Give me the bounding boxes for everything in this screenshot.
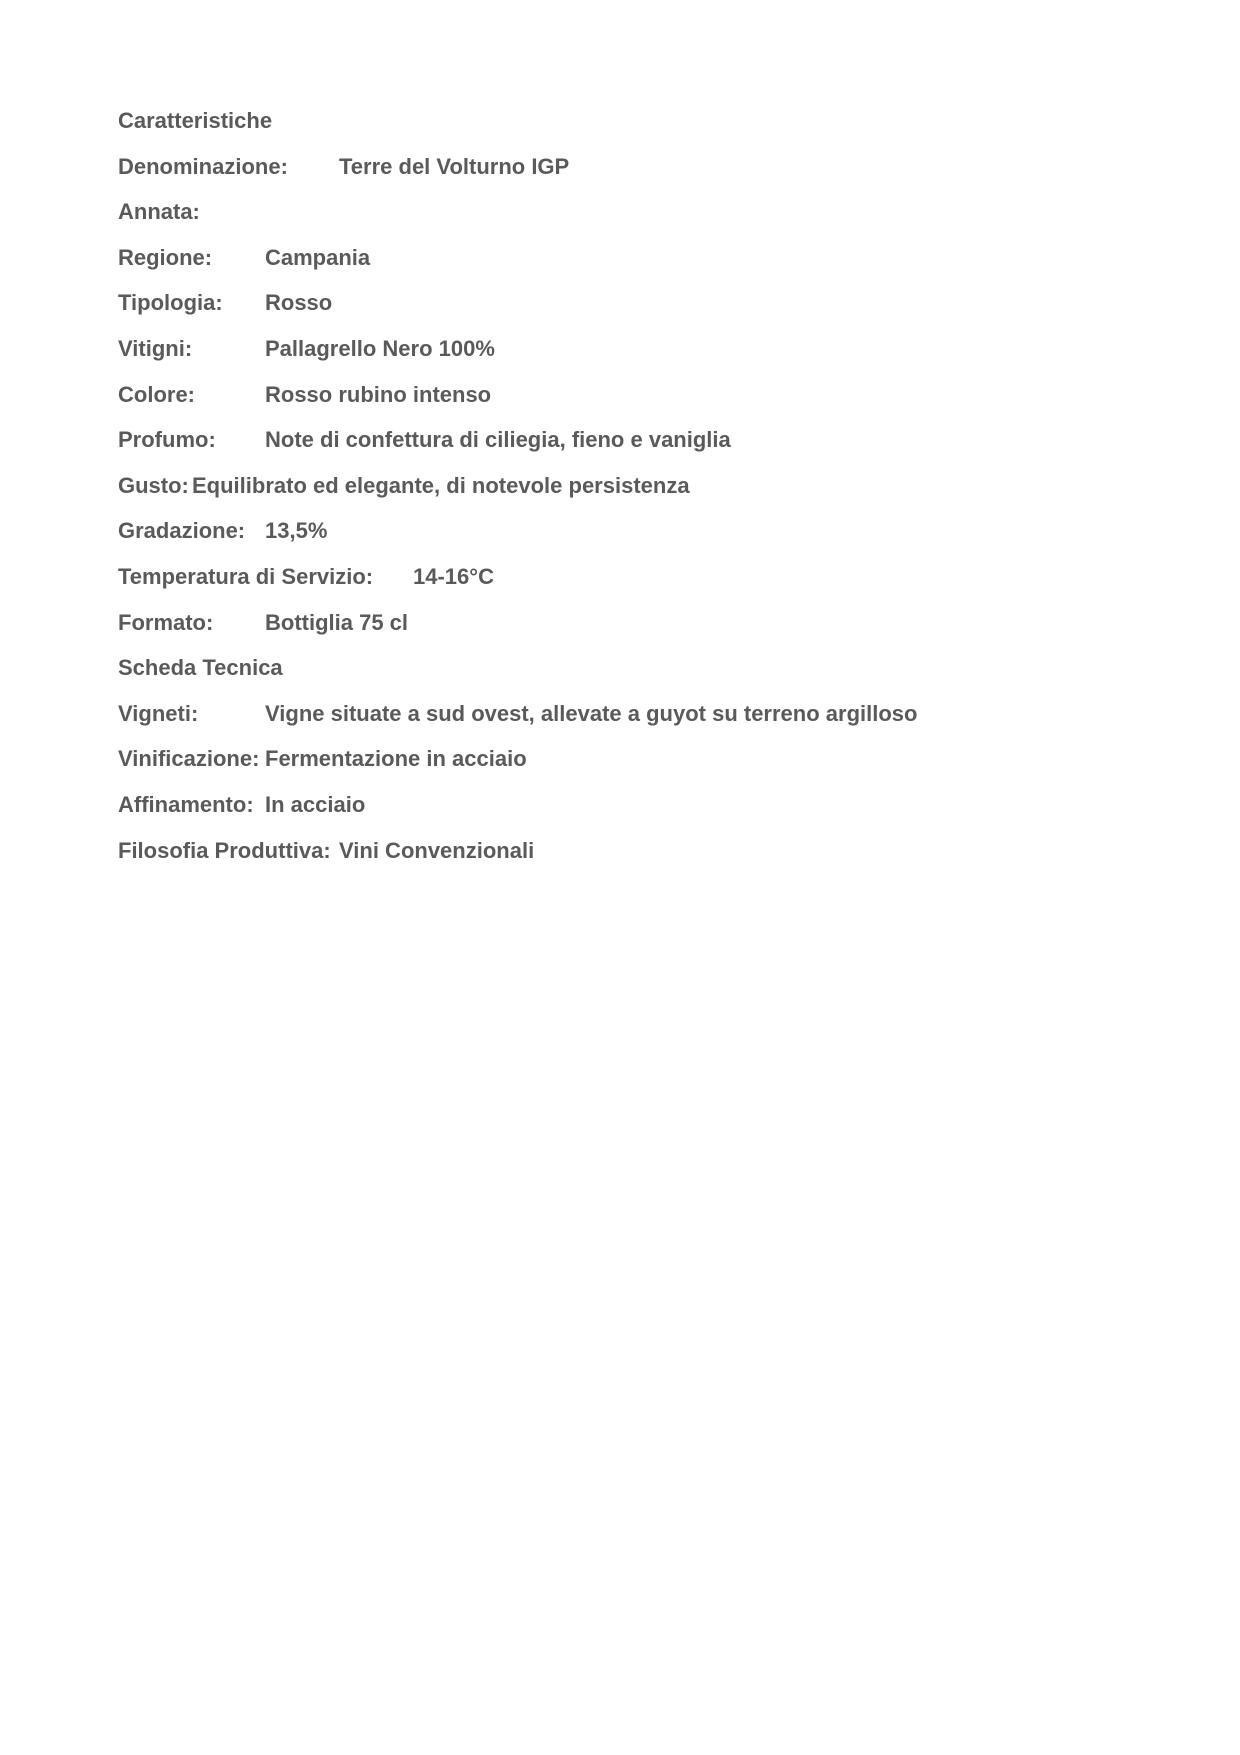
- affinamento-value: In acciaio: [265, 791, 366, 817]
- vigneti-label: Vigneti:: [118, 700, 199, 726]
- row-profumo: [118, 429, 1118, 475]
- temperatura-label: Temperatura di Servizio:: [118, 563, 374, 589]
- row-annata: [118, 201, 1118, 247]
- row-formato: [118, 609, 1118, 658]
- denominazione-label: Denominazione:: [118, 153, 288, 179]
- row-vinificazione: [118, 748, 1118, 794]
- gradazione-label: Gradazione:: [118, 518, 246, 544]
- row-colore: [118, 381, 1118, 430]
- formato-label: Formato:: [118, 609, 214, 635]
- tipologia-value: Rosso: [265, 290, 333, 316]
- section-title: Scheda Tecnica: [118, 655, 283, 681]
- profumo-label: Profumo:: [118, 427, 216, 453]
- row-tipologia: [118, 292, 1118, 338]
- row-vitigni: [118, 335, 1118, 384]
- vitigni-value: Pallagrello Nero 100%: [265, 335, 495, 361]
- row-gusto: [118, 472, 1118, 521]
- gusto-label: Gusto:: [118, 472, 189, 498]
- colore-value: Rosso rubino intenso: [265, 381, 492, 407]
- vinificazione-label: Vinificazione:: [118, 746, 260, 772]
- row-denominazione: [118, 153, 1118, 202]
- gusto-value: Equilibrato ed elegante, di notevole persistenza: [192, 472, 690, 498]
- wine-spec-sheet: [118, 110, 1118, 885]
- row-filosofia: [118, 837, 1118, 886]
- denominazione-value: Terre del Volturno IGP: [339, 153, 570, 179]
- regione-label: Regione:: [118, 244, 213, 270]
- colore-label: Colore:: [118, 381, 195, 407]
- filosofia-value: Vini Convenzionali: [339, 837, 535, 863]
- temperatura-value: 14-16°C: [413, 563, 494, 589]
- tipologia-label: Tipologia:: [118, 290, 223, 316]
- vinificazione-value: Fermentazione in acciaio: [265, 746, 527, 772]
- vigneti-value: Vigne situate a sud ovest, allevate a guyot su terreno argilloso: [265, 700, 918, 726]
- row-regione: [118, 244, 1118, 293]
- affinamento-label: Affinamento:: [118, 791, 254, 817]
- profumo-value: Note di confettura di ciliegia, fieno e vaniglia: [265, 427, 731, 453]
- vitigni-label: Vitigni:: [118, 335, 193, 361]
- section-heading-caratteristiche: [118, 110, 1118, 156]
- regione-value: Campania: [265, 244, 371, 270]
- filosofia-label: Filosofia Produttiva:: [118, 837, 331, 863]
- annata-label: Annata:: [118, 199, 200, 225]
- row-gradazione: [118, 520, 1118, 566]
- row-vigneti: [118, 700, 1118, 749]
- section-title: Caratteristiche: [118, 108, 273, 133]
- section-heading-scheda-tecnica: [118, 657, 1118, 703]
- row-affinamento: [118, 791, 1118, 840]
- formato-value: Bottiglia 75 cl: [265, 609, 409, 635]
- row-temperatura: [118, 563, 1118, 612]
- gradazione-value: 13,5%: [265, 518, 328, 544]
